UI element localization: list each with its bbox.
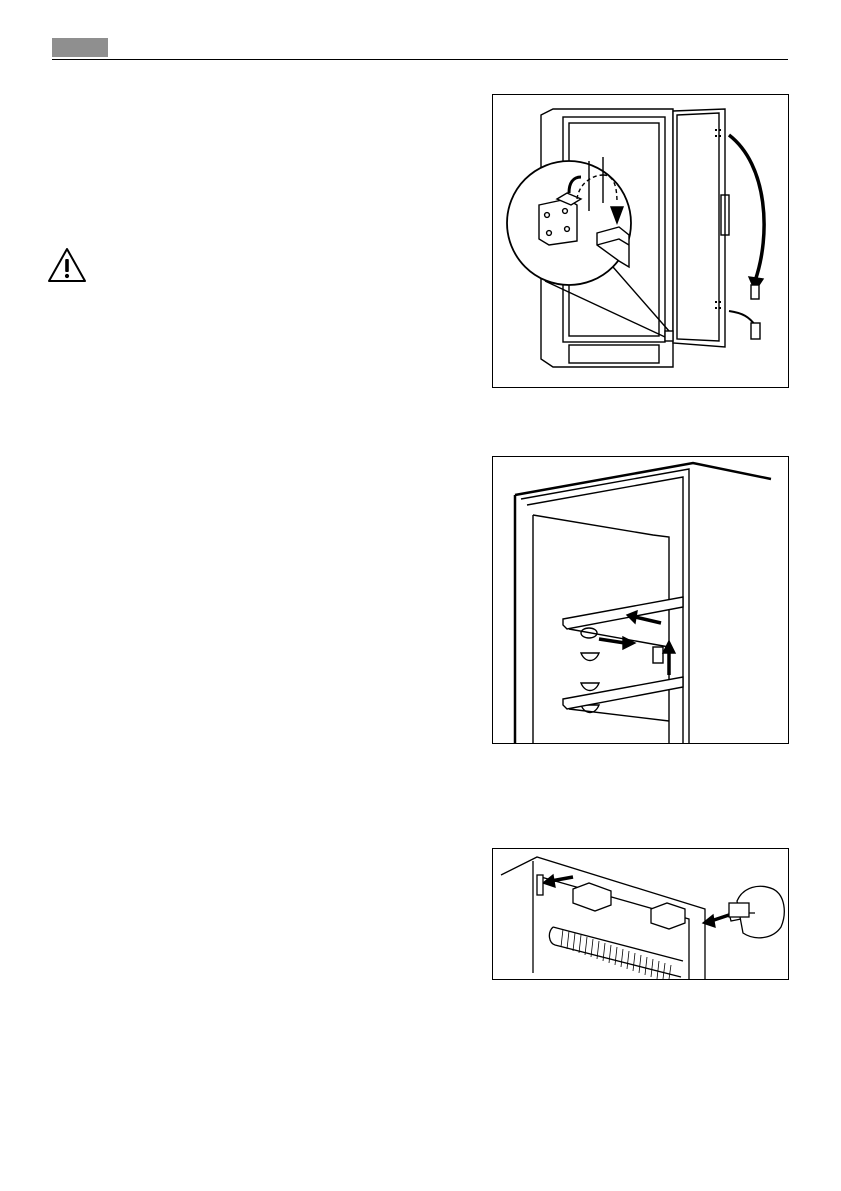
header-section-tab <box>52 38 108 57</box>
figure-light-cover-removal <box>492 848 789 980</box>
header-rule <box>52 59 788 60</box>
shelf-illustration <box>493 457 788 743</box>
warning-triangle-icon <box>46 246 88 284</box>
lamp-cover-illustration <box>493 849 788 979</box>
door-hinge-illustration <box>493 95 788 387</box>
figure-door-hinge <box>492 94 789 388</box>
figure-shelf-removal <box>492 456 789 744</box>
